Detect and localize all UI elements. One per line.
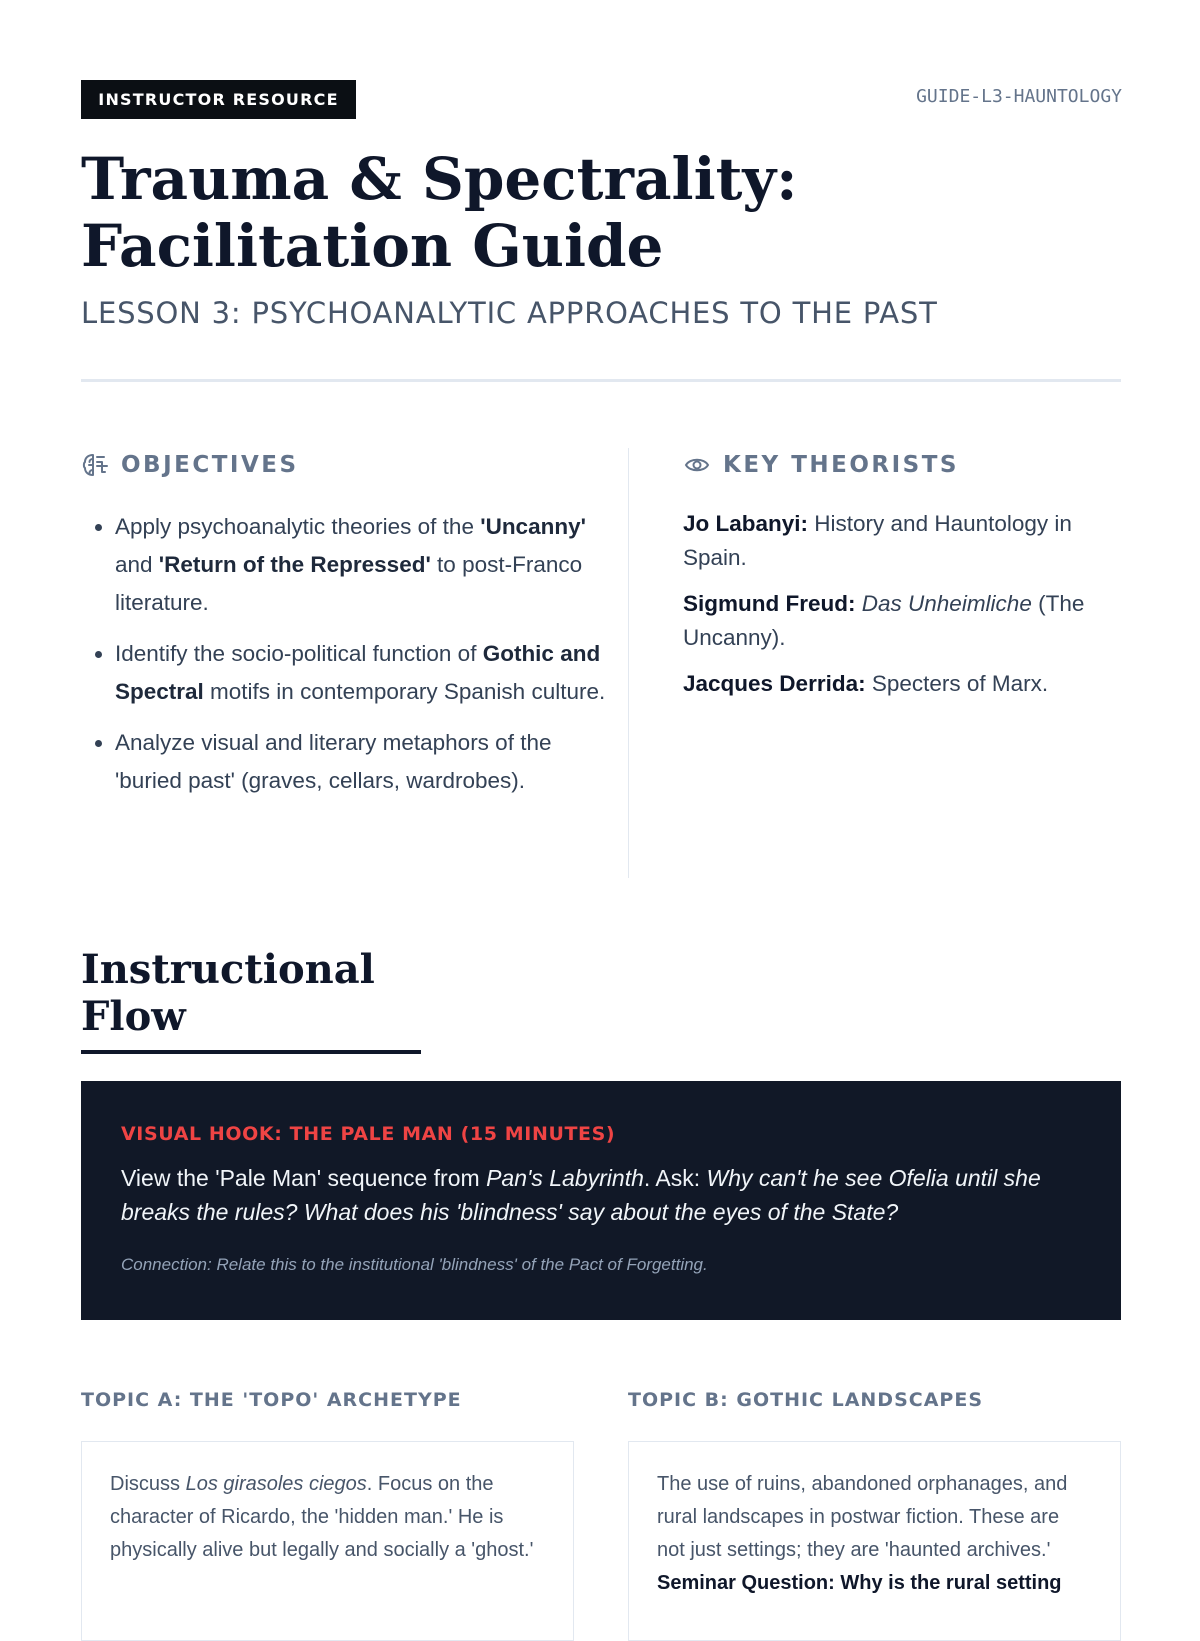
topic-a-card: Discuss Los girasoles ciegos. Focus on the character of Ricardo, the 'hidden man.' He is physically alive but legally and socially a 'ghost.' xyxy=(81,1441,574,1641)
lesson-subtitle: LESSON 3: PSYCHOANALYTIC APPROACHES TO THE PAST xyxy=(81,296,938,330)
theorist-entry: Sigmund Freud: Das Unheimliche (The Uncanny). xyxy=(683,591,1085,650)
hook-text: View the 'Pale Man' sequence from Pan's Labyrinth. Ask: Why can't he see Ofelia until she breaks the rules? What does his 'blindness' say about the eyes of the State? xyxy=(121,1165,1041,1225)
objectives-heading xyxy=(81,451,299,479)
list-item: • Analyze visual and literary metaphors of the 'buried past' (graves, cellars, wardrobes). xyxy=(115,724,615,800)
theorists-heading xyxy=(683,451,959,479)
eye-icon xyxy=(683,451,711,479)
objectives-list xyxy=(81,508,615,813)
header-divider xyxy=(81,379,1121,382)
document-id: GUIDE-L3-HAUNTOLOGY xyxy=(916,86,1122,107)
topic-a-heading: TOPIC A: THE 'TOPO' ARCHETYPE xyxy=(81,1389,462,1411)
topic-b-text: The use of ruins, abandoned orphanages, and rural landscapes in postwar fiction. These are not just settings; they are 'haunted archives.' xyxy=(657,1473,1068,1561)
list-item: • Apply psychoanalytic theories of the 'Uncanny' and 'Return of the Repressed' to post-Franco literature. xyxy=(115,508,615,622)
section-title: Instructional Flow xyxy=(81,946,421,1054)
brain-icon xyxy=(81,451,109,479)
hook-connection-note: Connection: Relate this to the institutional 'blindness' of the Pact of Forgetting. xyxy=(121,1255,708,1274)
page-title: Trauma & Spectrality: Facilitation Guide xyxy=(81,145,798,280)
column-divider xyxy=(628,448,629,878)
visual-hook-card xyxy=(81,1081,1121,1320)
hook-label: VISUAL HOOK: THE PALE MAN (15 MINUTES) xyxy=(121,1123,616,1145)
objectives-heading-label: OBJECTIVES xyxy=(121,452,299,478)
list-item: • Identify the socio-political function of Gothic and Spectral motifs in contemporary Spanish culture. xyxy=(115,635,615,711)
theorists-heading-label: KEY THEORISTS xyxy=(723,452,959,478)
theorist-entry: Jo Labanyi: History and Hauntology in Spain. xyxy=(683,511,1072,570)
resource-badge: INSTRUCTOR RESOURCE xyxy=(81,80,356,119)
theorists-list xyxy=(683,507,1123,713)
topic-b-heading: TOPIC B: GOTHIC LANDSCAPES xyxy=(628,1389,984,1411)
topic-b-card xyxy=(628,1441,1121,1641)
theorist-entry: Jacques Derrida: Specters of Marx. xyxy=(683,671,1049,696)
seminar-question: Seminar Question: Why is the rural setting xyxy=(657,1572,1062,1594)
